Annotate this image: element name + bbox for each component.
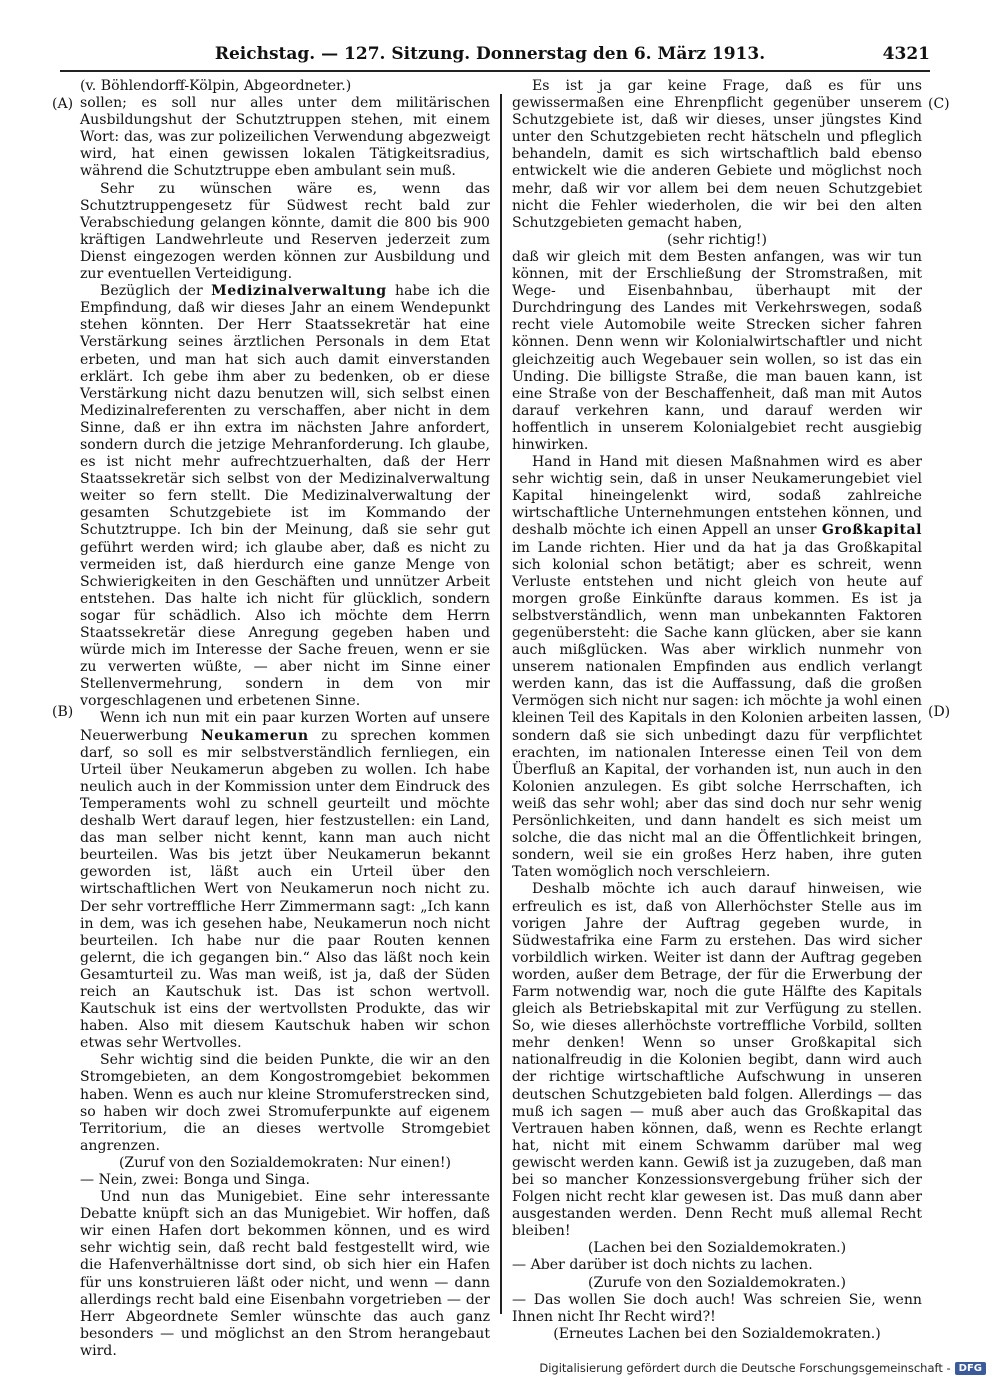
page-header — [50, 44, 930, 68]
paragraph: Wenn ich nun mit ein paar kurzen Worten auf unsere Neuerwerbung Neukamerun zu sprechen kommen darf, so soll es mir selbstverständlich fernliegen, ein Urteil über Neukamerun abgeben zu wollen. Ich habe neulich auch in der Kommission unter dem Eindruck des Temperaments wohl zu schnell geurteilt und möchte deshalb Wert darauf legen, hier festzustellen: ein Land, das man selber nicht kennt, kann man auch nicht beurteilen. Was bis jetzt über Neukamerun bekannt geworden ist, läßt auch ein Urteil über den wirtschaftlichen Wert von Neukamerun noch nicht zu. Der sehr vortreffliche Herr Zimmermann sagt: „Ich kann in dem, was ich gesehen habe, Neukamerun noch nicht beurteilen. Ich habe nur die paar Routen kennen gelernt, die ich gegangen bin.“ Also das läßt noch kein Gesamturteil zu. Was man weiß, ist ja, daß der Süden reich an Kautschuk ist. Das ist schon wertvoll. Kautschuk ist eins der wertvollsten Produkte, das wir haben. Also mit diesem Kautschuk haben wir schon etwas sehr Wertvolles. — [80, 710, 490, 1052]
margin-marker-b: (B) — [52, 704, 74, 720]
paragraph: — Nein, zwei: Bonga und Singa. — [80, 1172, 310, 1188]
column-divider — [500, 94, 502, 1314]
paragraph: Bezüglich der Medizinalverwaltung habe ich die Empfindung, daß wir dieses Jahr an einem Wendepunkt stehen könnten. Der Herr Staatssekretär hat eine Verstärkung seines ärztlichen Personals in dem Etat erbeten, und man hat sich auch damit einverstanden erklärt. Ich gebe ihm aber zu bedenken, ob er diese Verstärkung nicht dazu benutzen will, sich selbst einen Medizinalreferenten zu verschaffen, aber nicht in dem Sinne, daß er ihn extra im nächsten Jahre anfordert, sondern durch die jetzige Mehranforderung. Ich glaube, es ist nicht mehr aufrechtzuerhalten, daß der Herr Staatssekretär sich selbst von der Medizinalverwaltung weiter so fern stellt. Die Medizinalverwaltung der gesamten Schutzgebiete ist im Kommando der Schutztruppe. Ich bin der Meinung, daß sie sehr gut geführt werden wird; ich glaube aber, daß es nicht zu vermeiden ist, daß hierdurch eine ganze Menge von Schwierigkeiten in den Geschäften und unnützer Arbeit entstehen. Das halte ich nicht für glücklich, sondern sogar für schädlich. Also ich möchte dem Herrn Staatssekretär diese Anregung gegeben haben und würde mich im Interesse der Sache freuen, wenn er sie zu verwerten wüßte, — aber nicht im Sinne einer Stellenvermehrung, sondern in dem von mir vorgeschlagenen und erbetenen Sinne. — [80, 283, 491, 710]
paragraph: daß wir gleich mit dem Besten anfangen, was wir tun können, mit der Erschließung der Stromstraßen, mit Wege- und Eisenbahnbau, überhaupt mit der Durchdringung des Landes mit Verkehrswegen, sodaß recht viele Automobile weite Strecken sicher fahren können. Denn wenn wir Kolonialwirtschaftler und nicht gleichzeitig auch Wegebauer sein wollen, so ist das ein Unding. Die billigste Straße, die man bauen kann, ist eine Straße von der Beschaffenheit, daß man mit Autos darauf verkehren kann, und darauf werden wir hoffentlich in unserem Kolonialgebiet recht ausgiebig hinwirken. — [512, 248, 922, 453]
paragraph: — Das wollen Sie doch auch! Was schreien Sie, wenn Ihnen nicht Ihr Recht wird?! — [512, 1291, 922, 1325]
emphasized-term: Medizinalverwaltung — [211, 283, 387, 300]
paragraph: Hand in Hand mit diesen Maßnahmen wird es aber sehr wichtig sein, daß in unser Neukamerungebiet viel Kapital hineingelenkt wird, sodaß zahlreiche wirtschaftliche Unternehmungen entstehen können, und deshalb möchte ich einen Appell an unser Großkapital im Lande richten. Hier und da hat ja das Großkapital sich kolonial schon betätigt; aber es schreit, wenn Verluste entstehen und nicht gleich von heute auf morgen große Einkünfte daraus kommen. Es ist ja selbstverständlich, wenn man unbekannten Faktoren gegenübersteht: die Sache kann glücken, aber sie kann auch mißglücken. Was aber wirklich nunmehr von unserem nationalen Empfinden aus endlich verlangt werden kann, das ist die Auffassung, daß die großen Vermögen sich nicht nur sagen: ich möchte ja wohl einen kleinen Teil des Kapitals in den Kolonien arbeiten lassen, sondern daß sie sich unbedingt dazu für verpflichtet erachten, im nationalen Interesse einen Teil von dem Überfluß an Kapital, der vorhanden ist, nun auch in den Kolonien anzulegen. Es gibt solche Herrschaften, ich weiß das sehr wohl; aber das sind doch nur sehr wenig Persönlichkeiten, und dann handelt es sich meist um solche, die das nicht mal an die Öffentlichkeit bringen, sondern, weil sie ein großes Herz haben, ihre guten Taten womöglich noch verschleiern. — [512, 454, 922, 881]
interjection: (sehr richtig!) — [667, 231, 767, 248]
speaker-attribution: (v. Böhlendorff-Kölpin, Abgeordneter.) — [80, 78, 352, 94]
paragraph: Sehr zu wünschen wäre es, wenn das Schutztruppengesetz für Südwest recht bald zur Verabschiedung gelangen könnte, damit die 800 bis 900 kräftigen Landwehrleute und Reserven jederzeit zum Dienst eingezogen werden können zur Ausbildung und zur eventuellen Verteidigung. — [80, 180, 490, 283]
right-column — [512, 78, 922, 1343]
dfg-logo-icon: DFG — [955, 1362, 986, 1375]
header-rule — [60, 70, 930, 72]
paragraph: Sehr wichtig sind die beiden Punkte, die wir an den Stromgebieten, an dem Kongostromgebiet bekommen haben. Wenn es auch nur kleine Stromuferstrecken sind, so haben wir doch zwei Stromuferpunkte auf eigenem Territorium, die an dieses wertvolle Stromgebiet angrenzen. — [80, 1052, 490, 1154]
emphasized-term: Neukamerun — [200, 727, 309, 744]
paragraph: Deshalb möchte ich auch darauf hinweisen, wie erfreulich es ist, daß von Allerhöchster Stelle aus im vorigen Jahre der Auftrag gegeben wurde, in Südwestafrika eine Farm zu erstehen. Das wird sicher vorbildlich wirken. Weiter ist dann der Auftrag gegeben worden, außer dem Betrage, der für die Erwerbung der Farm notwendig war, noch die gute Hälfte des Kapitals gleich als Betriebskapital mit zur Verfügung zu stellen. So, wie dieses allerhöchste vortreffliche Vorbild, sollten mehr denken! Wenn so unser Großkapital sich nationalfreudig in die Kolonien begibt, dann wird auch der richtige wirtschaftliche Aufschwung in unseren deutschen Schutzgebieten bald folgen. Allerdings — das muß ich sagen — muß aber auch das Großkapital das Vertrauen haben können, daß, wenn es Rechte erlangt hat, nicht mit einem Schwamm darüber mal weg gewischt werden kann. Gewiß ist ja zuzugeben, daß man bei so mancher Konzessionsvergebung früher sich der Folgen nicht recht klar gewesen ist. Das muß dann aber ausgestanden werden. Denn Recht muß allemal Recht bleiben! — [512, 881, 922, 1240]
paragraph: Und nun das Munigebiet. Eine sehr interessante Debatte knüpft sich an das Munigebiet. Wir hoffen, daß wir einen Hafen dort bekommen können, und es wird sehr wichtig sein, daß recht bald festgestellt wird, wie die Hafenverhältnisse dort sind, ob sich hier ein Hafen für uns konstruieren läßt oder nicht, und wenn — dann allerdings recht bald eine Eisenbahn vorgetrieben — der Herr Abgeordnete Semler wünschte das auch ganz besonders — und möglichst an den Strom herangebaut wird. — [80, 1189, 490, 1359]
interjection: (Lachen bei den Sozialdemokraten.) — [587, 1240, 847, 1257]
paragraph: Es ist ja gar keine Frage, daß es für uns gewissermaßen eine Ehrenpflicht gegenüber unserem Schutzgebiete ist, daß wir dieses, unser jüngstes Kind unter den Schutzgebieten recht hätscheln und pfleglich behandeln, damit es sich wirtschaftlich bald ebenso entwickelt wie die anderen Gebiete und möglichst noch mehr, daß wir vor allem bei dem neuen Schutzgebiet nicht die Fehler wiederholen, die wir bei den alten Schutzgebieten gemacht haben, — [512, 78, 922, 231]
margin-marker-a: (A) — [52, 96, 74, 112]
page-number: 4321 — [882, 44, 930, 64]
interjection: (Zurufe von den Sozialdemokraten.) — [587, 1274, 847, 1291]
paragraph: — Aber darüber ist doch nichts zu lachen. — [512, 1257, 813, 1274]
running-title: Reichstag. — 127. Sitzung. Donnerstag den 6. März 1913. — [214, 44, 766, 64]
left-column — [80, 78, 490, 1360]
margin-marker-c: (C) — [928, 96, 950, 112]
margin-marker-d: (D) — [928, 704, 951, 720]
interjection: (Erneutes Lachen bei den Sozialdemokraten.) — [553, 1325, 881, 1342]
paragraph: sollen; es soll nur alles unter dem militärischen Ausbildungshut der Schutztruppen stehen, mit einem Wort: das, was zur polizeilichen Verwendung abgezweigt wird, hat einen gewissen lokalen Tätigkeitsradius, während die Schutztruppe eben ambulant sein muß. — [80, 95, 490, 180]
credit-text: Digitalisierung gefördert durch die Deutsche Forschungsgemeinschaft - — [539, 1361, 951, 1375]
emphasized-term: Großkapital — [821, 522, 922, 539]
digitization-credit — [539, 1361, 986, 1375]
interjection: (Zuruf von den Sozialdemokraten: Nur einen!) — [118, 1154, 452, 1171]
